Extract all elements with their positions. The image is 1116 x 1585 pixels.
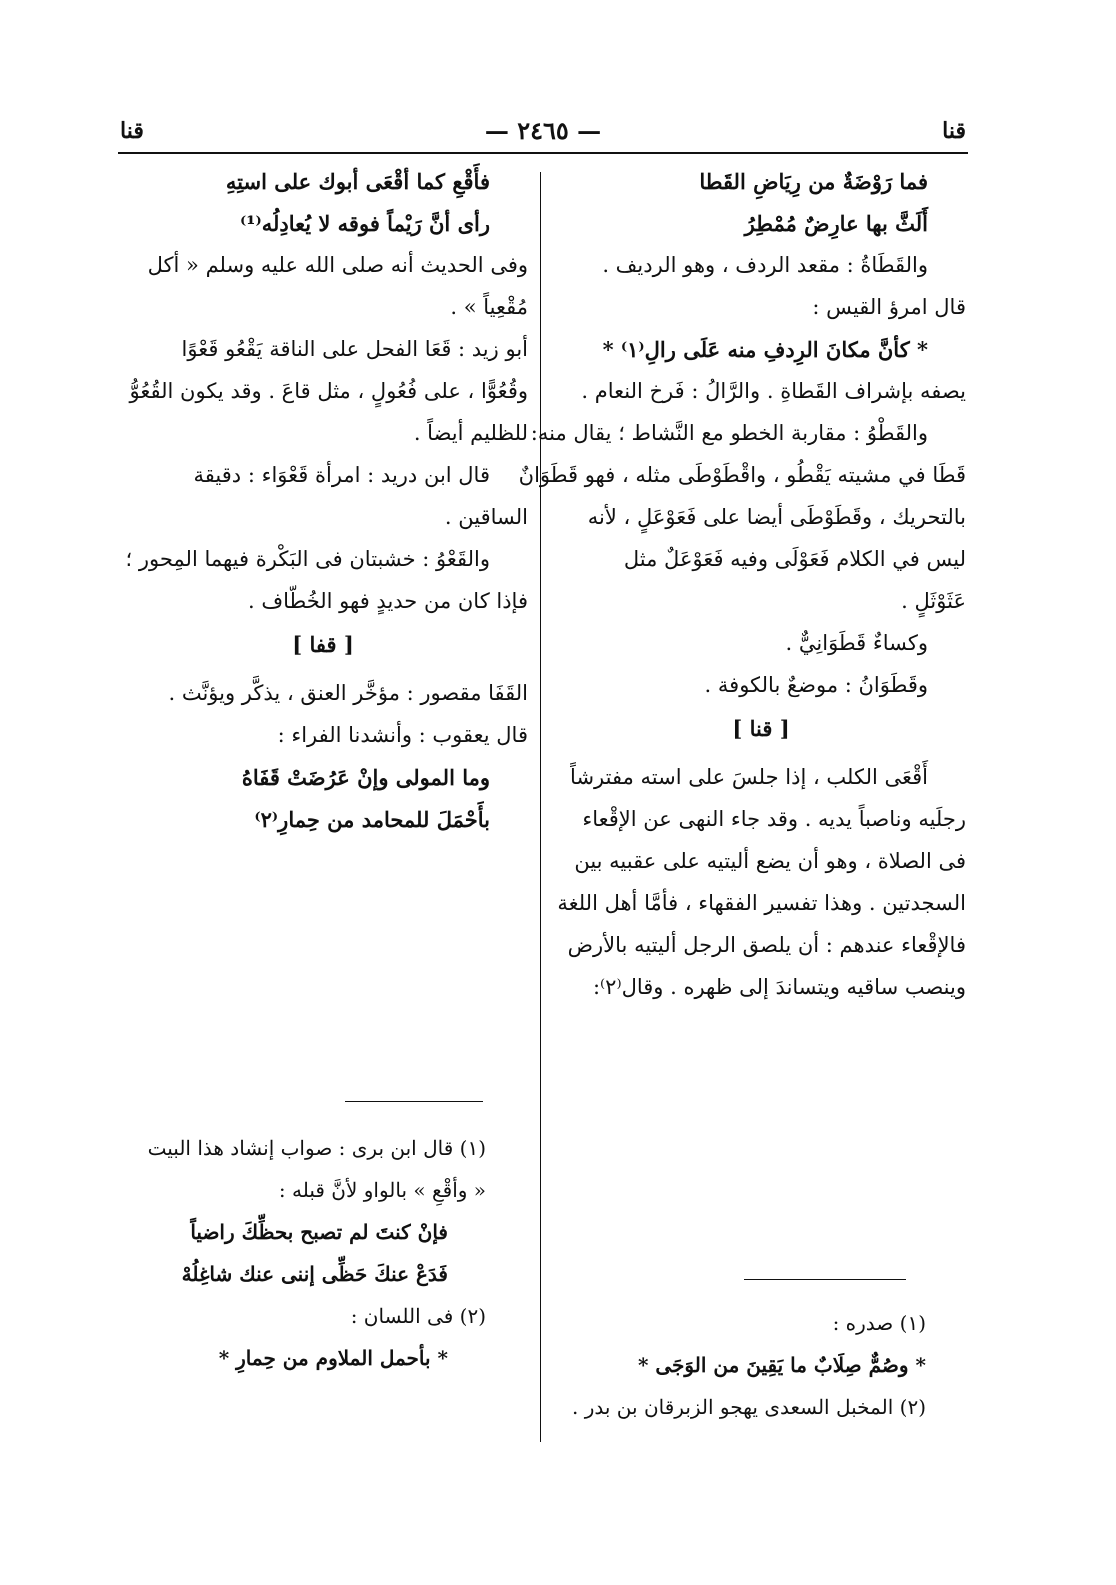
- text-line: وفى الحديث أنه صلى الله عليه وسلم « أكل: [147, 253, 528, 277]
- verse-line: * كأنَّ مكانَ الرِدفِ منه عَلَى رالِ⁽١⁾ *: [602, 337, 928, 362]
- text-line: قَطَا في مشيته يَقْطُو ، واقْطَوْطَى مثله ، فهو قَطَوَانٌ: [518, 463, 966, 487]
- text-line: قال امرؤ القيس :: [812, 295, 966, 319]
- verse-line: بأَحْمَلَ للمحامد من حِمارِ⁽٢⁾: [254, 807, 490, 832]
- left-footnotes: [118, 1135, 486, 1387]
- right-column: [518, 168, 966, 1016]
- section-title: [ قنا ]: [732, 716, 790, 741]
- footnote-line: (٢) المخبل السعدى يهجو الزبرقان بن بدر .: [572, 1395, 926, 1419]
- footnote-line: فَدَعْ عنكَ حَظِّى إننى عنك شاغِلُهْ: [181, 1262, 448, 1286]
- text-line: السجدتين . وهذا تفسير الفقهاء ، فأمَّا أهل اللغة: [557, 891, 966, 915]
- section-title: [ قفا ]: [292, 632, 354, 657]
- text-line: فإذا كان من حديدٍ فهو الخُطّاف .: [247, 589, 528, 613]
- footnote-line: (١) قال ابن برى : صواب إنشاد هذا البيت: [147, 1136, 486, 1160]
- text-line: عَثَوْثَلٍ .: [901, 589, 966, 613]
- verse-line: وما المولى وإنْ عَرُضَتْ قَفَاهُ: [241, 765, 490, 790]
- header-right-word: قنا: [942, 118, 966, 144]
- verse-line: فأَقْعِ كما أقْعَى أبوك على استِهِ: [225, 169, 490, 194]
- text-line: ليس في الكلام فَعَوْلَى وفيه فَعَوْعَلٌ مثل: [623, 547, 966, 571]
- text-line: يصفه بإشراف القَطاةِ . والرَّالُ : فَرخ النعام .: [581, 379, 966, 403]
- left-column: [118, 168, 528, 848]
- footnote-line: « وأقْعِ » بالواو لأنَّ قبله :: [278, 1178, 486, 1202]
- text-line: قال ابن دريد : امرأة قَعْوَاء : دقيقة: [193, 463, 490, 487]
- text-line: رجلَيه وناصباً يديه . وقد جاء النهى عن الإقْعاء: [582, 807, 966, 831]
- footnote-line: (١) صدره :: [832, 1311, 926, 1335]
- text-line: للظليم أيضاً .: [413, 421, 528, 445]
- column-divider: [540, 172, 541, 1442]
- text-line: وينصب ساقيه ويتساندَ إلى ظهره . وقال⁽٢⁾:: [592, 975, 966, 999]
- verse-line: رأى أنَّ رَيْماً فوقه لا يُعادِلُه⁽¹⁾: [239, 211, 490, 236]
- text-line: مُقْعِياً » .: [450, 295, 528, 319]
- text-line: بالتحريك ، وقَطَوْطَى أيضا على فَعَوْعَلٍ ، لأنه: [587, 505, 966, 529]
- text-line: أبو زيد : قَعَا الفحل على الناقة يَقْعُو قَعْوًا: [181, 337, 528, 361]
- footnote-line: فإنْ كنتَ لم تصبح بحظِّكَ راضياً: [190, 1220, 448, 1244]
- text-line: فالإقْعاء عندهم : أن يلصق الرجل أليتيه بالأرض: [567, 933, 966, 957]
- footnote-line: (٢) فى اللسان :: [350, 1304, 486, 1328]
- right-footnotes: [556, 1310, 926, 1436]
- text-line: الساقين .: [444, 505, 528, 529]
- text-line: وكساءٌ قَطَوَانِيٌّ .: [785, 631, 928, 655]
- footnote-rule: [744, 1279, 906, 1280]
- text-line: وقَطَوَانُ : موضعٌ بالكوفة .: [704, 673, 928, 697]
- verse-line: أَلَثَّ بها عارِضٌ مُمْطِرُ: [744, 211, 928, 236]
- text-line: قال يعقوب : وأنشدنا الفراء :: [277, 723, 528, 747]
- text-line: والقَعْوُ : خشبتان فى البَكْرة فيهما المِحور ؛: [125, 547, 490, 571]
- footnote-line: * وصُمٌّ صِلَابٌ ما يَقِينَ من الوَجَى *: [637, 1353, 926, 1377]
- text-line: والقَطْوُ : مقاربة الخطو مع النَّشاط ؛ يقال منه:: [530, 421, 928, 445]
- text-line: القَفَا مقصور : مؤخَّر العنق ، يذكَّر ويؤنَّث .: [168, 681, 528, 705]
- text-line: أَقْعَى الكلب ، إذا جلسَ على استه مفترشاً: [570, 765, 928, 789]
- verse-line: فما رَوْضَةٌ من رِيَاضِ القَطا: [699, 169, 928, 194]
- footnote-line: * بأحمل الملاوم من حِمارِ *: [218, 1346, 448, 1370]
- footnote-rule: [345, 1101, 483, 1102]
- header-rule: [118, 152, 968, 154]
- page-header: [120, 112, 966, 152]
- text-line: فى الصلاة ، وهو أن يضع أليتيه على عقبيه بين: [574, 849, 966, 873]
- text-line: والقَطَاةُ : مقعد الردف ، وهو الرديف .: [602, 253, 928, 277]
- page-number: — ٢٤٦٥ —: [484, 116, 602, 145]
- text-line: وقُعُوًّا ، على فُعُولٍ ، مثل قاعَ . وقد يكون القُعُوُّ: [129, 379, 528, 403]
- header-left-word: قنا: [120, 118, 144, 144]
